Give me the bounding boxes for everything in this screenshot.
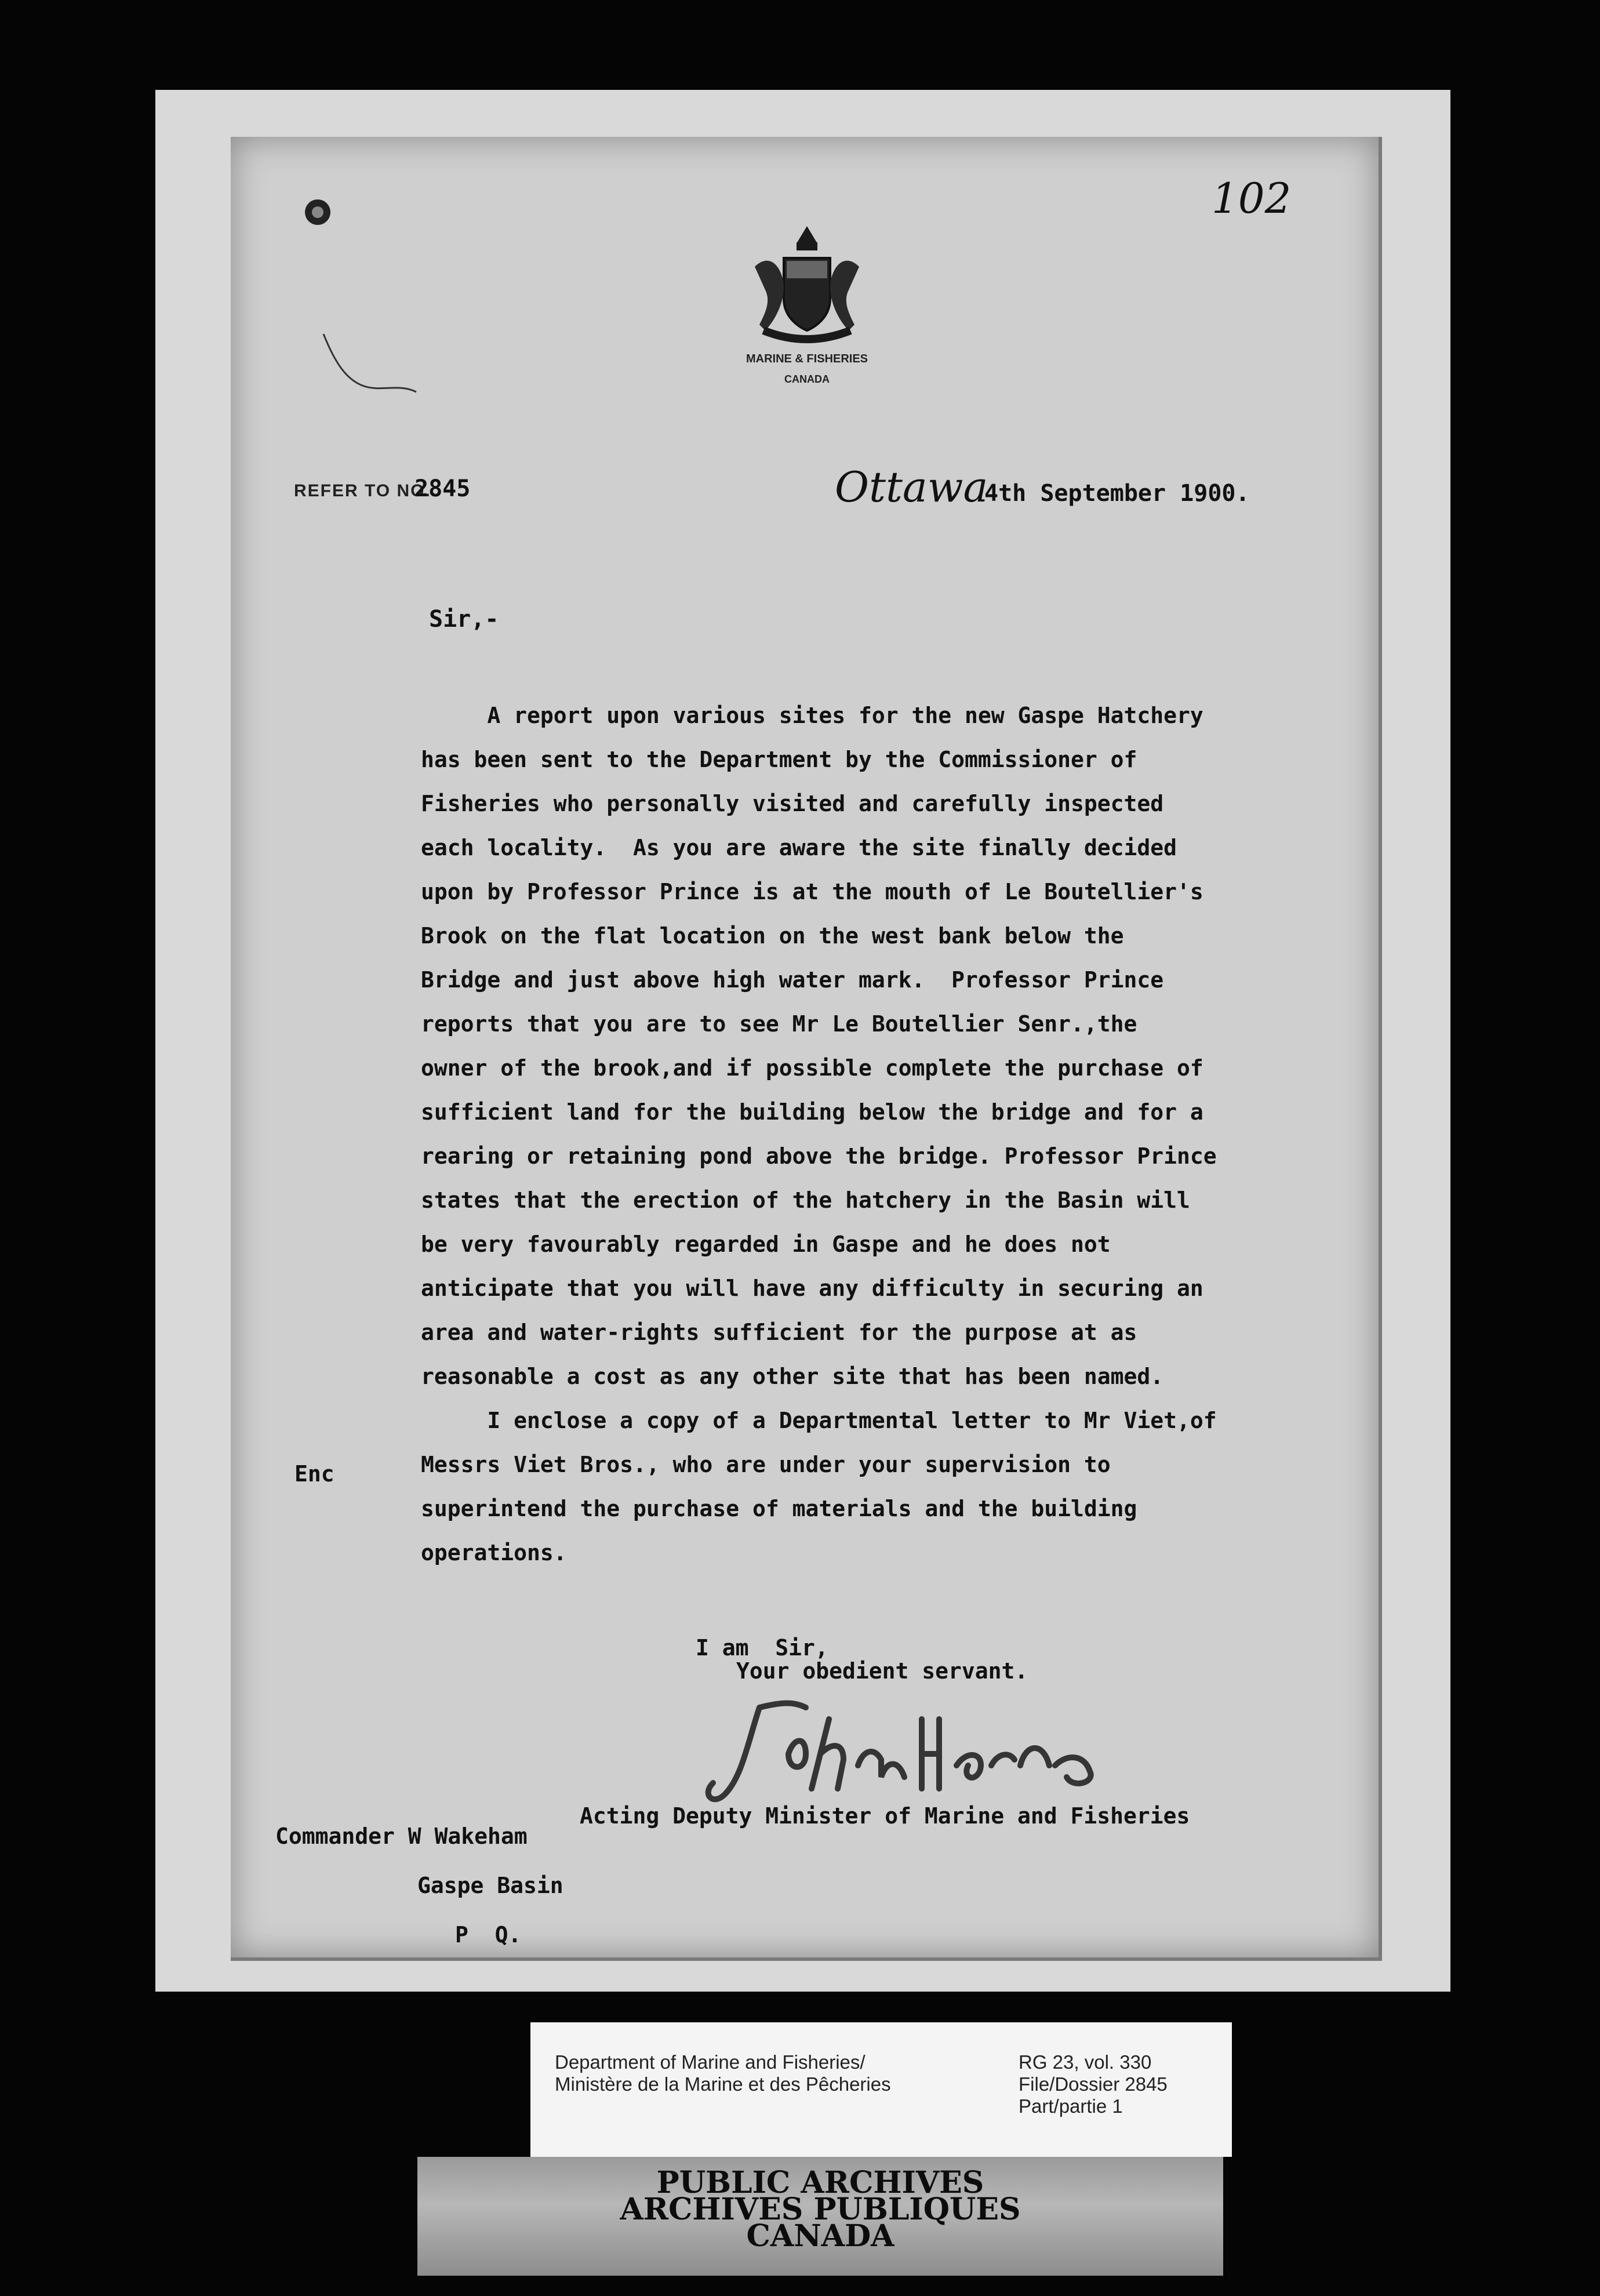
body-line: Fisheries who personally visited and carefully inspected	[421, 791, 1164, 816]
salutation: Sir,-	[429, 606, 499, 633]
stamp-line: PUBLIC ARCHIVES	[656, 2165, 984, 2200]
body-line: states that the erection of the hatchery in the Basin will	[421, 1187, 1190, 1213]
archive-reference-label	[530, 2022, 1232, 2157]
body-line: owner of the brook,and if possible complete the purchase of	[421, 1055, 1203, 1081]
body-line: reasonable a cost as any other site that has been named.	[421, 1364, 1164, 1389]
body-line: upon by Professor Prince is at the mouth of Le Boutellier's	[421, 879, 1203, 904]
refer-number: 2845	[414, 475, 471, 502]
handwritten-signature	[696, 1684, 1125, 1823]
body-line: each locality. As you are aware the site finally decided	[421, 835, 1177, 860]
body-line: Messrs Viet Bros., who are under your supervision to	[421, 1452, 1111, 1477]
letter-date: 4th September 1900.	[984, 480, 1250, 507]
public-archives-stamp	[417, 2157, 1223, 2276]
body-line: area and water-rights sufficient for the purpose at as	[421, 1320, 1137, 1345]
body-line: anticipate that you will have any difficulty in securing an	[421, 1276, 1203, 1301]
body-line: superintend the purchase of materials and the building	[421, 1496, 1137, 1521]
stamp-line: CANADA	[746, 2218, 894, 2254]
body-line: Brook on the flat location on the west bank below the	[421, 923, 1124, 949]
body-line: rearing or retaining pond above the bridge. Professor Prince	[421, 1143, 1217, 1169]
refer-to-label: REFER TO NO.	[294, 481, 431, 500]
body-line: reports that you are to see Mr Le Boutellier Senr.,the	[421, 1011, 1137, 1037]
letterhead-department: MARINE & FISHERIES	[746, 353, 868, 365]
letter-place: Ottawa	[835, 463, 988, 511]
body-line: A report upon various sites for the new Gaspe Hatchery	[421, 703, 1203, 728]
body-line: I enclose a copy of a Departmental letter to Mr Viet,of	[421, 1408, 1217, 1433]
enclosure-note: Enc	[294, 1461, 334, 1487]
recipient-place: Gaspe Basin	[417, 1873, 563, 1898]
label-rg: RG 23, vol. 330	[1019, 2051, 1152, 2073]
recipient-province: P Q.	[455, 1922, 522, 1948]
recipient-name: Commander W Wakeham	[275, 1823, 528, 1849]
body-line: Bridge and just above high water mark. Professor Prince	[421, 967, 1164, 993]
signer-title: Acting Deputy Minister of Marine and Fisheries	[580, 1803, 1190, 1829]
body-line: sufficient land for the building below the bridge and for a	[421, 1099, 1203, 1125]
closing-line: Your obedient servant.	[736, 1658, 1028, 1684]
closing-line: I am Sir,	[696, 1635, 828, 1661]
body-line: be very favourably regarded in Gaspe and he does not	[421, 1231, 1111, 1257]
label-department-fr: Ministère de la Marine et des Pêcheries	[555, 2073, 891, 2095]
label-part: Part/partie 1	[1019, 2095, 1123, 2117]
royal-crest-logo	[732, 215, 882, 394]
pencil-scribble-mark	[312, 328, 428, 404]
label-department-en: Department of Marine and Fisheries/	[555, 2051, 866, 2073]
letterhead-country: CANADA	[784, 373, 830, 385]
stamp-line: ARCHIVES PUBLIQUES	[620, 2192, 1021, 2227]
punch-hole-mark	[294, 189, 341, 235]
folio-number: 102	[1212, 174, 1292, 223]
label-file: File/Dossier 2845	[1019, 2073, 1168, 2095]
body-line: operations.	[421, 1540, 567, 1565]
body-line: has been sent to the Department by the Commissioner of	[421, 747, 1137, 772]
